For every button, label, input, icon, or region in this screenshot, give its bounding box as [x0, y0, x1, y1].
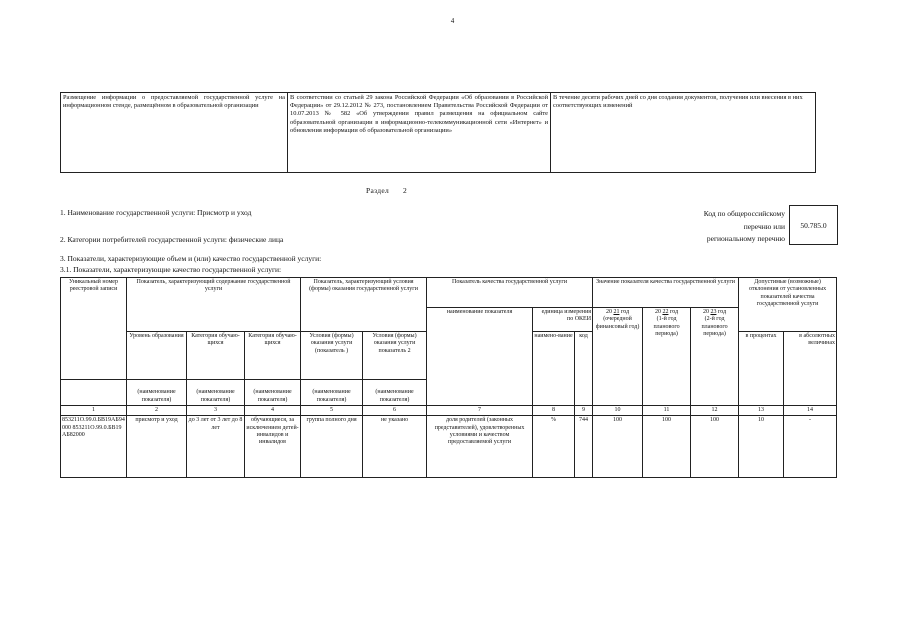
cell-unit-code: 744	[575, 416, 593, 478]
indicators-heading: 3. Показатели, характеризующие объем и (или) качество государственной услуги:	[60, 254, 322, 263]
cell-category: обучающиеся, за исключением детей-инвалидов и инвалидов	[245, 416, 301, 478]
col-number: 2	[127, 406, 187, 416]
header-sub-category-2: Категория обучаю-щихся	[245, 332, 301, 380]
col-number: 1	[61, 406, 127, 416]
cell-indicator: доля родителей (законных представителей), удовлетворенных условиями и качеством предоставляемой услуги	[427, 416, 533, 478]
header-name-ind-3: (наименование показателя)	[245, 380, 301, 406]
header-year-2: 20 22 год (1-й год планового периода)	[643, 308, 691, 406]
consumer-categories: 2. Категории потребителей государственной услуги: физические лица	[60, 235, 284, 244]
info-cell-content: В соответствии со статьей 29 закона Российской Федерации «Об образовании в Российской Федерации» от 29.12.2012 № 273, постановлением Правительства Российской Федерации от 10.07.2013 № 582 «Об утверждении правил размещения на официальном сайте образовательной организации в информационно-телекоммуникационной сети «Интернет» и обновления информации об образовательной организации»	[288, 93, 551, 173]
info-cell-method: Размещение информации о предоставляемой государственной услуге на информационном стенде, размещённом в образовательной организации	[61, 93, 288, 173]
header-conditions: Показатель, характеризующий условия (формы) оказания государственной услуги	[301, 278, 427, 332]
header-percent: в процентах	[739, 332, 784, 406]
header-year-3: 20 23 год (2-й год планового периода)	[691, 308, 739, 406]
registry-code-label: Код по общероссийскому перечню или региональному перечню	[703, 209, 785, 243]
header-content: Показатель, характеризующий содержание государственной услуги	[127, 278, 301, 332]
header-registry-number: Уникальный номер реестровой записи	[61, 278, 127, 380]
header-quality: Показатель качества государственной услуги	[427, 278, 593, 308]
cell-value-1: 100	[593, 416, 643, 478]
cell-value-2: 100	[643, 416, 691, 478]
header-deviation: Допустимые (возможные) отклонения от установленных показателей качества государственной услуги	[739, 278, 837, 332]
header-unit-name: наимено-вание	[533, 332, 575, 406]
cell-registry-number: 853211О.99.0.БВ19АБ94000 853211О.99.0.БВ19АБ82000	[61, 416, 127, 478]
header-absolute: в абсолютных величинах	[784, 332, 837, 406]
cell-age: до 3 лет от 3 лет до 8 лет	[187, 416, 245, 478]
header-name-ind-4: (наименование показателя)	[301, 380, 363, 406]
col-number: 9	[575, 406, 593, 416]
quality-heading: 3.1. Показатели, характеризующие качество государственной услуги:	[60, 265, 282, 274]
header-sub-condition-2: Условия (формы) оказания услуги показатель 2	[363, 332, 427, 380]
col-number: 14	[784, 406, 837, 416]
col-number: 4	[245, 406, 301, 416]
header-sub-education-level: Уровень образования	[127, 332, 187, 380]
cell-value-3: 100	[691, 416, 739, 478]
header-year-1: 20 21 год (очередной финансовый год)	[593, 308, 643, 406]
col-number: 7	[427, 406, 533, 416]
cell-content: присмотр и уход	[127, 416, 187, 478]
page-number: 4	[450, 17, 455, 25]
cell-condition-1: группа полного дня	[301, 416, 363, 478]
section-number: 2	[403, 186, 408, 195]
col-number: 6	[363, 406, 427, 416]
col-number: 8	[533, 406, 575, 416]
col-number: 5	[301, 406, 363, 416]
header-name-ind-5: (наименование показателя)	[363, 380, 427, 406]
registry-code-box: 50.785.0	[789, 205, 838, 245]
cell-deviation-percent: 10	[739, 416, 784, 478]
info-cell-frequency: В течение десяти рабочих дней со дня создания документов, получения или внесения в них соответствующих изменений	[551, 93, 816, 173]
header-reg-blank	[61, 380, 127, 406]
header-sub-category-1: Категория обучаю-щихся	[187, 332, 245, 380]
cell-unit: %	[533, 416, 575, 478]
cell-deviation-absolute: -	[784, 416, 837, 478]
header-name-ind-2: (наименование показателя)	[187, 380, 245, 406]
service-name: 1. Наименование государственной услуги: Присмотр и уход	[60, 208, 252, 217]
col-number: 10	[593, 406, 643, 416]
info-table	[60, 92, 816, 173]
header-values: Значение показателя качества государственной услуги	[593, 278, 739, 308]
cell-condition-2: не указано	[363, 416, 427, 478]
header-unit: единица измерения по ОКЕИ	[533, 308, 593, 332]
header-indicator-name: наименование показателя	[427, 308, 533, 406]
col-number: 13	[739, 406, 784, 416]
col-number: 3	[187, 406, 245, 416]
section-title	[366, 186, 407, 195]
table-row	[61, 416, 837, 478]
header-name-ind-1: (наименование показателя)	[127, 380, 187, 406]
header-unit-code: код	[575, 332, 593, 406]
header-sub-condition-1: Условия (формы) оказания услуги (показатель )	[301, 332, 363, 380]
col-number: 12	[691, 406, 739, 416]
col-number: 11	[643, 406, 691, 416]
quality-indicators-table	[60, 277, 837, 478]
section-label: Раздел	[366, 186, 390, 195]
